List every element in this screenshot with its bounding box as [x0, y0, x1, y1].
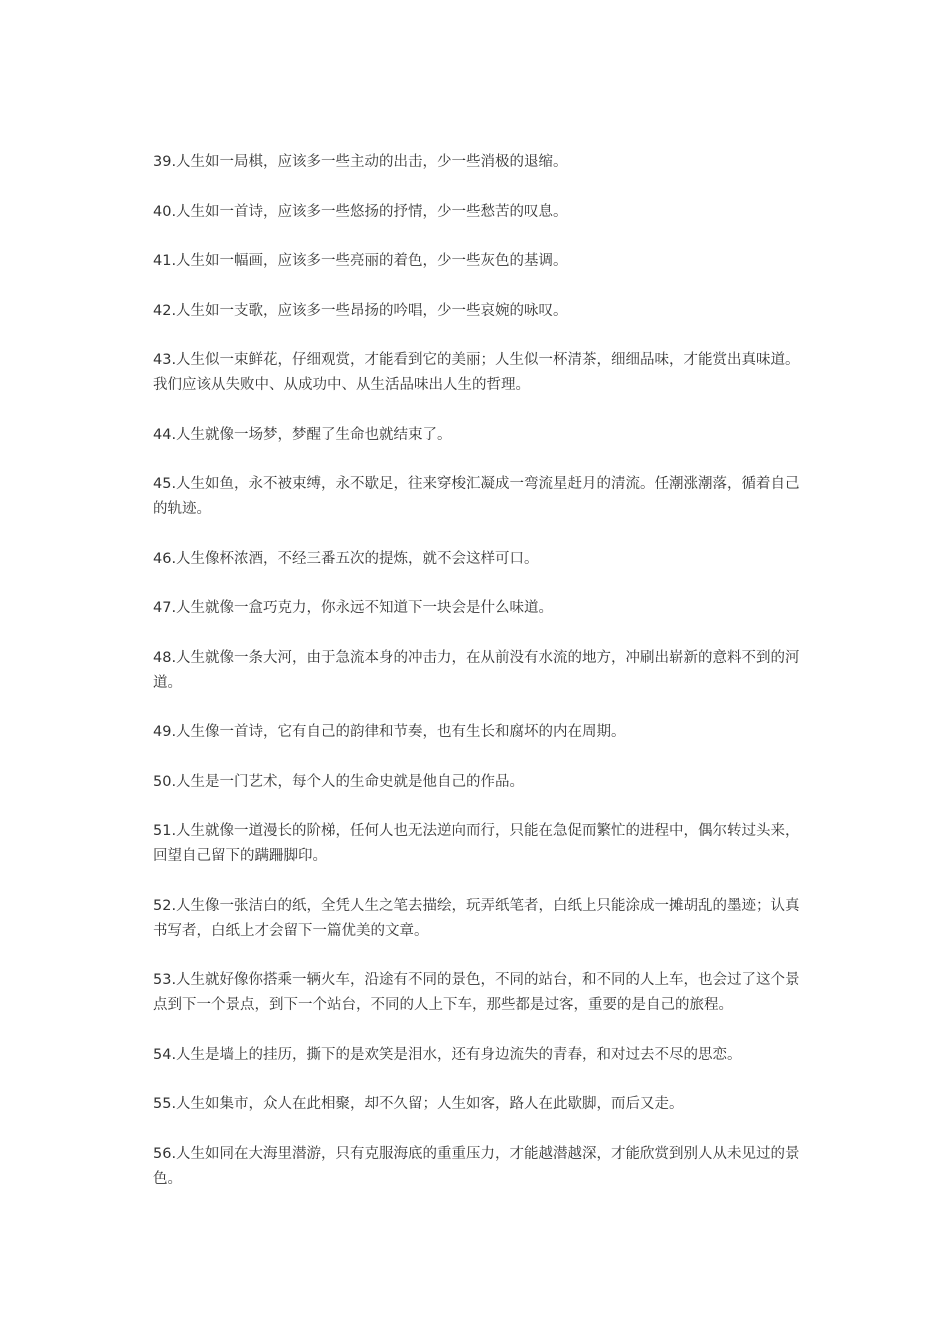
document-body — [153, 150, 803, 1216]
paragraph-51: 51.人生就像一道漫长的阶梯，任何人也无法逆向而行，只能在急促而繁忙的进程中，偶尔转过头来，回望自己留下的蹒跚脚印。 — [153, 823, 800, 864]
paragraph-42: 42.人生如一支歌，应该多一些昂扬的吟唱，少一些哀婉的咏叹。 — [153, 302, 568, 319]
paragraph-52: 52.人生像一张洁白的纸，全凭人生之笔去描绘，玩弄纸笔者，白纸上只能涂成一摊胡乱的墨迹；认真书写者，白纸上才会留下一篇优美的文章。 — [153, 897, 800, 939]
paragraph-41: 41.人生如一幅画，应该多一些亮丽的着色，少一些灰色的基调。 — [153, 253, 568, 269]
paragraph-40: 40.人生如一首诗，应该多一些悠扬的抒情，少一些愁苦的叹息。 — [153, 203, 568, 220]
paragraph-49: 49.人生像一首诗，它有自己的韵律和节奏，也有生长和腐坏的内在周期。 — [153, 724, 626, 740]
paragraph-48: 48.人生就像一条大河，由于急流本身的冲击力，在从前没有水流的地方，冲刷出崭新的意料不到的河道。 — [153, 649, 800, 691]
paragraph-50: 50.人生是一门艺术，每个人的生命史就是他自己的作品。 — [153, 773, 525, 790]
paragraph-43: 43.人生似一束鲜花，仔细观赏，才能看到它的美丽；人生似一杯清茶，细细品味，才能赏出真味道。我们应该从失败中、从成功中、从生活品味出人生的哲理。 — [153, 352, 800, 393]
paragraph-44: 44.人生就像一场梦，梦醒了生命也就结束了。 — [153, 426, 452, 443]
paragraph-39: 39.人生如一局棋，应该多一些主动的出击，少一些消极的退缩。 — [153, 154, 568, 170]
paragraph-54: 54.人生是墙上的挂历，撕下的是欢笑是泪水，还有身边流失的青春，和对过去不尽的思恋。 — [153, 1046, 742, 1063]
paragraph-47: 47.人生就像一盒巧克力，你永远不知道下一块会是什么味道。 — [153, 600, 554, 616]
paragraph-53: 53.人生就好像你搭乘一辆火车，沿途有不同的景色，不同的站台，和不同的人上车，也会过了这个景点到下一个景点，到下一个站台，不同的人上下车，那些都是过客，重要的是自己的旅程。 — [153, 972, 800, 1013]
paragraph-46: 46.人生像杯浓酒，不经三番五次的提炼，就不会这样可口。 — [153, 550, 539, 567]
paragraph-45: 45.人生如鱼，永不被束缚，永不歇足，往来穿梭汇凝成一弯流星赶月的清流。任潮涨潮落，循着自己的轨迹。 — [153, 476, 800, 517]
paragraph-55: 55.人生如集市，众人在此相聚，却不久留；人生如客，路人在此歇脚，而后又走。 — [153, 1096, 684, 1112]
paragraph-56: 56.人生如同在大海里潜游，只有克服海底的重重压力，才能越潜越深，才能欣赏到别人从未见过的景色。 — [153, 1145, 800, 1187]
